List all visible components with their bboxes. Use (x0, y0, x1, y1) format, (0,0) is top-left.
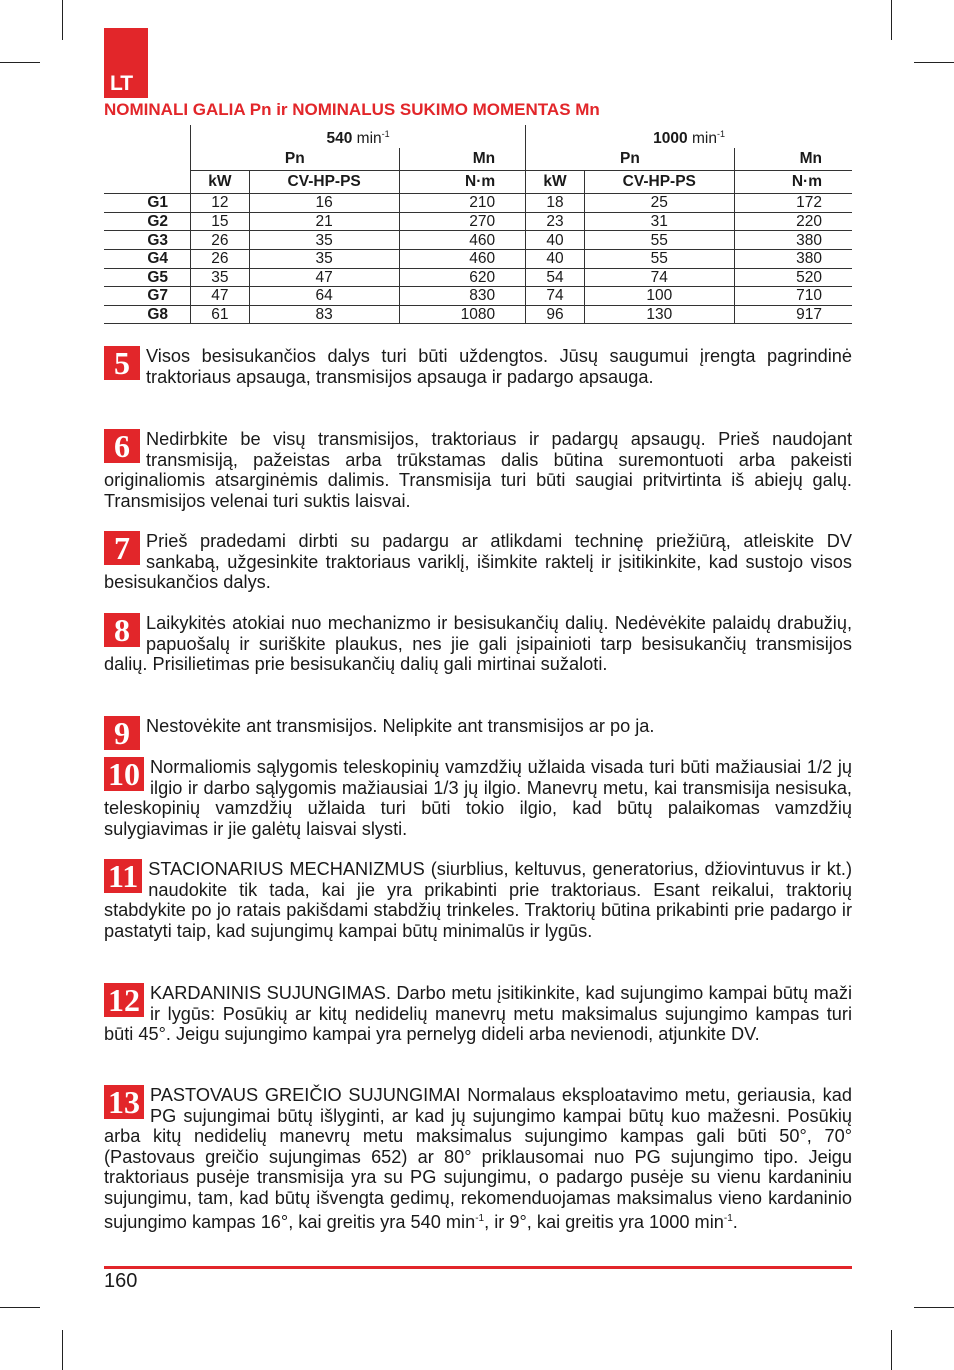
table-cell: 210 (399, 194, 526, 213)
group-label: G2 (104, 212, 191, 231)
table-row (104, 287, 852, 306)
item-number-badge: 5 (104, 346, 140, 380)
crop-mark (914, 62, 954, 63)
table-cell: 26 (191, 231, 250, 250)
table-cell: 460 (399, 249, 526, 268)
kw-header: kW (191, 171, 250, 194)
table-cell: 220 (734, 212, 852, 231)
speed-header-540: 540 $\min^{-1}$ (191, 125, 526, 148)
group-label: G7 (104, 287, 191, 306)
table-cell: 100 (584, 287, 734, 306)
table-cell: 55 (584, 231, 734, 250)
group-label: G4 (104, 249, 191, 268)
table-cell: 54 (526, 268, 585, 287)
table-cell: 61 (191, 305, 250, 324)
table-cell: 83 (249, 305, 399, 324)
item-text: Normaliomis sąlygomis teleskopinių vamzdžių užlaida visada turi būti mažiausiai 1/2 jų ilgio ir darbo sąlygomis mažiausiai 1/3 jų ilgio. Manevrų metu, kai transmisija nesisuka, teleskopinių vamzdžių užlaida turi būti tokio ilgio, kad būtų palaikomas vamzdžių sulygiavimas ir jie galėtų laisvai slysti. (104, 757, 852, 839)
group-label: G1 (104, 194, 191, 213)
item-number-badge: 10 (104, 757, 144, 791)
table-cell: 35 (191, 268, 250, 287)
table-cell: 40 (526, 231, 585, 250)
table-row (104, 212, 852, 231)
table-cell: 55 (584, 249, 734, 268)
item-text: STACIONARIUS MECHANIZMUS (siurblius, keltuvus, generatorius, džiovintuvus ir kt.) naudokite tik tada, kai jie yra prikabinti prie traktoriaus. Esant reikalui, traktorių stabdykite po jo ratais pakišdami stabdžių trinkeles. Traktorių būtina prikabinti prie padargo ir pastatyti taip, kad sujungimų kampai būtų minimalūs ir lygūs. (104, 859, 852, 941)
item-text: PASTOVAUS GREIČIO SUJUNGIMAI Normalaus eksploatavimo metu, geriausia, kad PG sujungimai būtų išlyginti, ar kad jų sujungimo kampai būtų kuo mažesni. Posūkių arba kitų nedidelių manevrų metu maksimalus sujungimo kampas gali būti 50°, 70° (Pastovaus greičio sujungimas 652) ar 80° priklausomai nuo PG sujungimo tipo. Jeigu traktoriaus pusėje transmisija yra su PG sujungimu, o padargo pusėje su vienu kardaniniu sujungimu, tam, kad būtų išvengta gedimų, rekomenduojamas maksimalus vieno kardaninio sujungimo kampas 16°, kai greitis yra 540 $\min^{-1}$, ir 9°, kai greitis yra 1000 $\min^{-1}$. (104, 1085, 852, 1232)
table-cell: 74 (584, 268, 734, 287)
pn-header: Pn (191, 148, 400, 171)
crop-mark (62, 1330, 63, 1370)
item-7 (104, 531, 852, 593)
item-6 (104, 429, 852, 511)
table-cell: 520 (734, 268, 852, 287)
crop-mark (891, 0, 892, 40)
table-row (104, 305, 852, 324)
table-row (104, 231, 852, 250)
group-label: G5 (104, 268, 191, 287)
table-cell: 620 (399, 268, 526, 287)
table-cell: 31 (584, 212, 734, 231)
item-10 (104, 757, 852, 839)
table-cell: 26 (191, 249, 250, 268)
crop-mark (0, 62, 40, 63)
item-text: Laikykitės atokiai nuo mechanizmo ir besisukančių dalių. Nedėvėkite palaidų drabužių, papuošalų ir suriškite plaukus, nes jie gali įsipainioti tarp besisukančių transmisijos dalių. Prisilietimas prie besisukančių dalių gali mirtinai sužaloti. (104, 613, 852, 675)
group-label: G3 (104, 231, 191, 250)
table-cell: 96 (526, 305, 585, 324)
item-number-badge: 13 (104, 1085, 144, 1119)
table-cell: 25 (584, 194, 734, 213)
table-cell: 917 (734, 305, 852, 324)
power-torque-table (104, 125, 852, 324)
item-text: Nedirbkite be visų transmisijos, traktoriaus ir padargų apsaugų. Prieš naudojant transmisiją, pažeistas arba trūkstamas dalis būtina suremontuoti arba pakeisti originaliomis atsarginėmis dalimis. Transmisija turi būti saugiai pritvirtinta iš abiejų galų. Transmisijos velenai turi suktis laisvai. (104, 429, 852, 511)
item-9 (104, 716, 852, 750)
item-number-badge: 7 (104, 531, 140, 565)
item-text: Nestovėkite ant transmisijos. Nelipkite ant transmisijos ar po ja. (146, 716, 655, 736)
table-cell: 380 (734, 249, 852, 268)
table-cell: 130 (584, 305, 734, 324)
item-13 (104, 1085, 852, 1232)
table-cell: 47 (191, 287, 250, 306)
item-number-badge: 12 (104, 983, 144, 1017)
table-cell: 270 (399, 212, 526, 231)
table-cell: 18 (526, 194, 585, 213)
item-number-badge: 11 (104, 859, 142, 893)
pn-header: Pn (526, 148, 735, 171)
table-cell: 40 (526, 249, 585, 268)
item-12 (104, 983, 852, 1045)
item-text: Prieš pradedami dirbti su padargu ar atlikdami techninę priežiūrą, atleiskite DV sankabą, užgesinkite traktoriaus variklį, išimkite raktelį ir įsitikinkite, kad sustojo visos besisukančios dalys. (104, 531, 852, 593)
item-text: Visos besisukančios dalys turi būti uždengtos. Jūsų saugumui įrengta pagrindinė traktoriaus apsauga, transmisijos apsauga ir padargo apsauga. (146, 346, 852, 387)
item-text: KARDANINIS SUJUNGIMAS. Darbo metu įsitikinkite, kad sujungimo kampai būtų maži ir lygūs: Posūkių ar kitų nedidelių manevrų metu maksimalus sujungimo kampas turi būti 45°. Jeigu sujungimo kampai yra pernelyg dideli arba nevienodi, atjunkite DV. (104, 983, 852, 1045)
table-cell: 35 (249, 249, 399, 268)
table-cell: 710 (734, 287, 852, 306)
table-cell: 15 (191, 212, 250, 231)
table-cell: 47 (249, 268, 399, 287)
item-number-badge: 9 (104, 716, 140, 750)
section-heading: NOMINALI GALIA Pn ir NOMINALUS SUKIMO MOMENTAS Mn (104, 100, 600, 119)
nm-header: N·m (399, 171, 526, 194)
item-number-badge: 6 (104, 429, 140, 463)
item-number-badge: 8 (104, 613, 140, 647)
language-code: LT (110, 72, 133, 95)
item-11 (104, 859, 852, 941)
table-row (104, 268, 852, 287)
crop-mark (0, 1307, 40, 1308)
speed-header-1000: 1000 $\min^{-1}$ (526, 125, 852, 148)
footer-rule (104, 1266, 852, 1269)
cv-header: CV-HP-PS (249, 171, 399, 194)
table-cell: 21 (249, 212, 399, 231)
table-cell: 74 (526, 287, 585, 306)
table-cell: 23 (526, 212, 585, 231)
crop-mark (891, 1330, 892, 1370)
table-row (104, 249, 852, 268)
table-cell: 380 (734, 231, 852, 250)
table-cell: 16 (249, 194, 399, 213)
table-cell: 1080 (399, 305, 526, 324)
item-8 (104, 613, 852, 675)
item-5 (104, 346, 852, 387)
cv-header: CV-HP-PS (584, 171, 734, 194)
table-cell: 830 (399, 287, 526, 306)
language-tab (104, 28, 148, 98)
table-cell: 172 (734, 194, 852, 213)
table-corner (104, 125, 191, 148)
table-cell: 64 (249, 287, 399, 306)
kw-header: kW (526, 171, 585, 194)
table-row (104, 194, 852, 213)
crop-mark (914, 1307, 954, 1308)
table-cell: 35 (249, 231, 399, 250)
mn-header: Mn (734, 148, 852, 171)
page-number: 160 (104, 1270, 138, 1292)
table-cell: 12 (191, 194, 250, 213)
mn-header: Mn (399, 148, 526, 171)
nm-header: N·m (734, 171, 852, 194)
table-cell: 460 (399, 231, 526, 250)
crop-mark (62, 0, 63, 40)
group-label: G8 (104, 305, 191, 324)
